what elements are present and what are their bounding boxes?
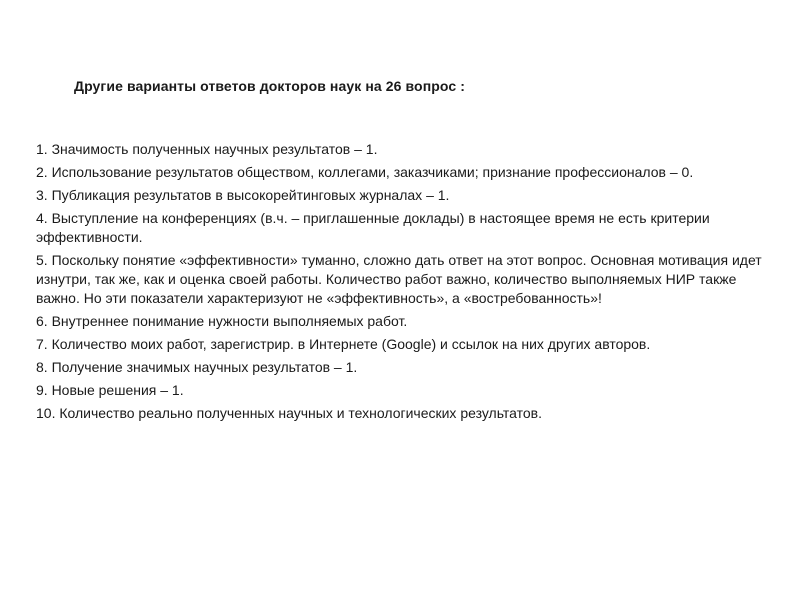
answer-item: 4. Выступление на конференциях (в.ч. – приглашенные доклады) в настоящее время не есть критерии эффективности. xyxy=(36,210,710,245)
slide-title: Другие варианты ответов докторов наук на 26 вопрос : xyxy=(74,78,466,94)
answer-item: 10. Количество реально полученных научных и технологических результатов. xyxy=(36,405,543,421)
answer-item: 1. Значимость полученных научных результатов – 1. xyxy=(36,141,378,157)
answer-item: 9. Новые решения – 1. xyxy=(36,382,184,398)
answer-item: 5. Поскольку понятие «эффективности» туманно, сложно дать ответ на этот вопрос. Основная мотивация идет изнутри, так же, как и оценка своей работы. Количество работ важно, количество выполняемых НИР также важно. Но эти показатели характеризуют не «эффективность», а «востребованность»! xyxy=(36,252,762,306)
answer-item: 3. Публикация результатов в высокорейтинговых журналах – 1. xyxy=(36,187,450,203)
answer-item: 7. Количество моих работ, зарегистрир. в Интернете (Google) и ссылок на них других авторов. xyxy=(36,336,651,352)
answer-item: 8. Получение значимых научных результатов – 1. xyxy=(36,359,358,375)
answer-item: 6. Внутреннее понимание нужности выполняемых работ. xyxy=(36,313,408,329)
answer-item: 2. Использование результатов обществом, коллегами, заказчиками; признание профессионалов – 0. xyxy=(36,164,694,180)
answers-list xyxy=(36,140,776,427)
